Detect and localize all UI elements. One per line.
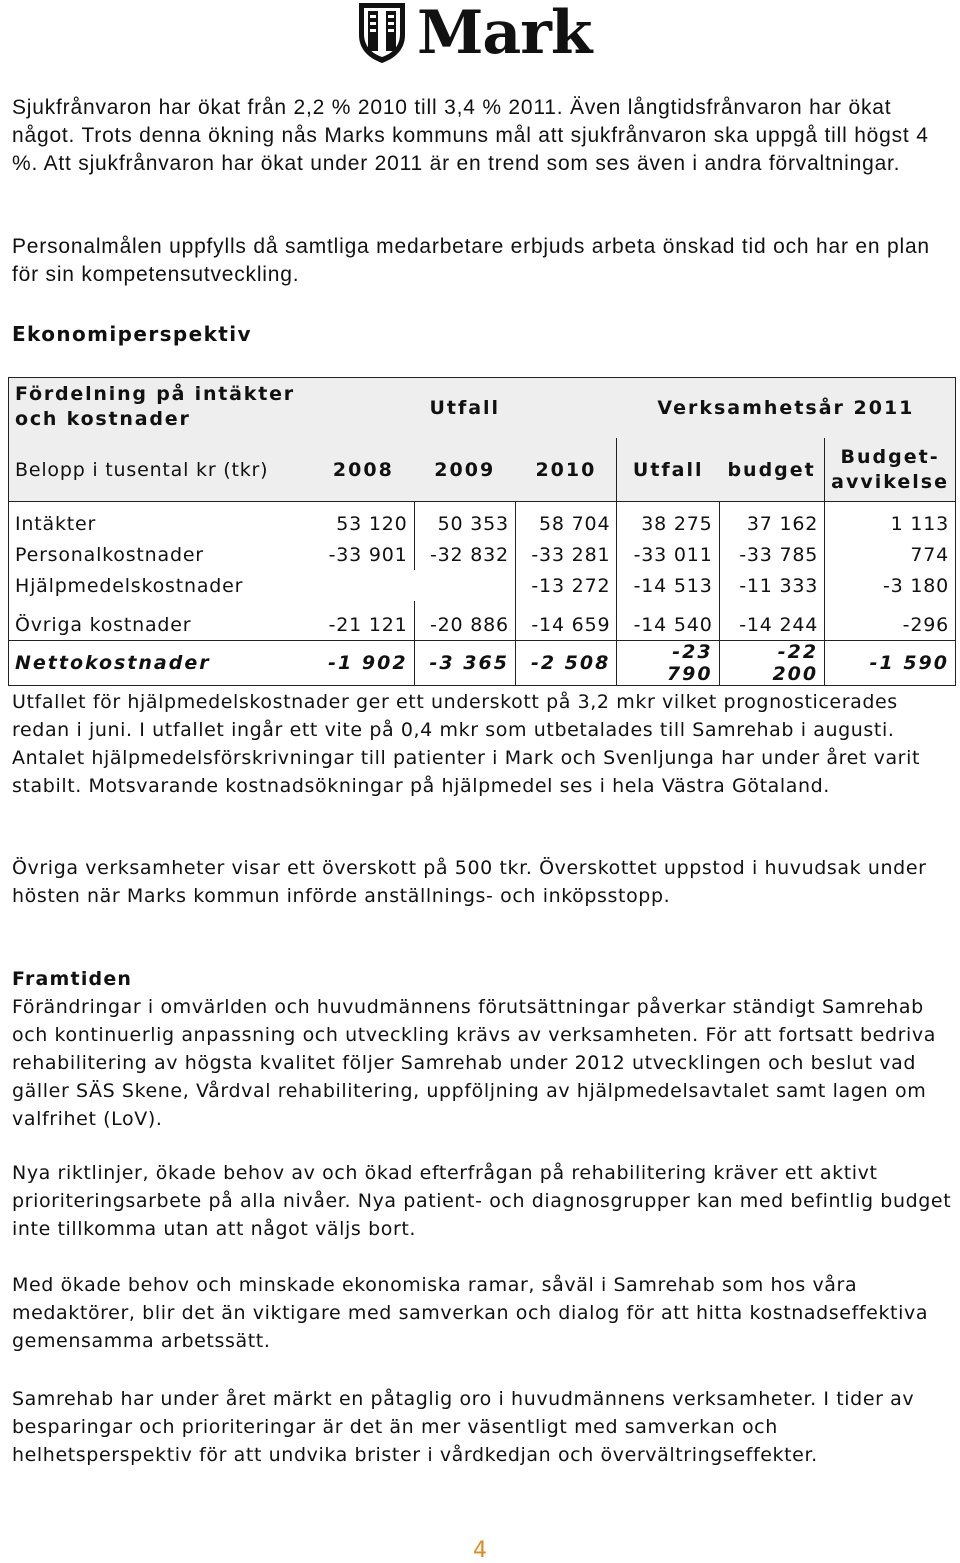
table-caption-line2: och kostnader — [15, 408, 191, 430]
table-row — [9, 539, 956, 570]
section-heading-future: Framtiden — [12, 968, 133, 990]
cell-value: -33 901 — [328, 543, 408, 566]
cell-value — [313, 570, 414, 601]
row-label: Övriga kostnader — [9, 601, 313, 641]
cell-value: -14 513 — [617, 570, 719, 601]
table-caption-line1: Fördelning på intäkter — [15, 383, 295, 405]
row-label: Hjälpmedelskostnader — [9, 570, 313, 601]
column-header-2010: 2010 — [515, 438, 616, 502]
total-value: -3 365 — [414, 641, 515, 686]
cell-value: 38 275 — [617, 502, 719, 540]
total-value: -2 508 — [515, 641, 616, 686]
total-label: Nettokostnader — [9, 641, 313, 686]
total-value: -1 902 — [313, 641, 414, 686]
page-number: 4 — [473, 1538, 487, 1563]
paragraph-other-operations: Övriga verksamheter visar ett överskott på 500 tkr. Överskottet uppstod i huvudsak under hösten när Marks kommun införde anställnings- och inköpsstopp. — [12, 857, 927, 907]
cell-value: -11 333 — [719, 570, 825, 601]
total-value: -22 200 — [719, 641, 825, 686]
section-future — [12, 965, 952, 1133]
table-caption — [9, 378, 313, 439]
row-label: Intäkter — [9, 502, 313, 540]
column-header-budget-deviation: Budget- avvikelse — [825, 438, 956, 502]
cell-value: -14 244 — [719, 601, 825, 641]
financial-table — [8, 377, 956, 686]
paragraph-future-changes: Förändringar i omvärlden och huvudmännens förutsättningar påverkar ständigt Samrehab och kontinuerlig anpassning och utveckling krävs av verksamheten. För att fortsatt bedriva rehabilitering av högsta kvalitet följer Samrehab under 2012 utvecklingen och beslut vad gäller SÄS Skene, Vårdval rehabilitering, uppföljning av hjälpmedelsavtalet samt lagen om valfrihet (LoV). — [12, 996, 937, 1130]
table-row — [9, 570, 956, 601]
total-value: -1 590 — [825, 641, 956, 686]
paragraph-sick-leave: Sjukfrånvaron har ökat från 2,2 % 2010 till 3,4 % 2011. Även långtidsfrånvaron har ökat något. Trots denna ökning nås Marks kommuns mål att sjukfrånvaron ska uppgå till högst 4 %. Att sjukfrånvaron har ökat under 2011 är en trend som ses även i andra förvaltningar. — [12, 96, 929, 175]
column-header-budget: budget — [719, 438, 825, 502]
table-row — [9, 502, 956, 540]
column-header-2009: 2009 — [414, 438, 515, 502]
paragraph-aid-costs: Utfallet för hjälpmedelskostnader ger ett underskott på 3,2 mkr vilket prognosticerades redan i juni. I utfallet ingår ett vite på 0,4 mkr som utbetalades till Samrehab i augusti. Antalet hjälpmedelsförskrivningar till patienter i Mark och Svenljunga har under året varit stabilt. Motsvarande kostnadsökningar på hjälpmedel ses i hela Västra Götaland. — [12, 691, 921, 797]
paragraph-collaboration: Med ökade behov och minskade ekonomiska ramar, såväl i Samrehab som hos våra medaktörer, blir det än viktigare med samverkan och dialog för att hitta kostnadseffektiva gemensamma arbetssätt. — [12, 1274, 929, 1352]
cell-value: -33 785 — [719, 539, 825, 570]
cell-value: 1 113 — [825, 502, 956, 540]
cell-value: -21 121 — [328, 613, 408, 636]
paragraph-personnel-goals: Personalmålen uppfylls då samtliga medarbetare erbjuds arbeta önskad tid och har en plan för sin kompetensutveckling. — [12, 235, 930, 286]
group-header-verksamhetsar: Verksamhetsår 2011 — [617, 378, 956, 439]
paragraph-concern: Samrehab har under året märkt en påtaglig oro i huvudmännens verksamheter. I tider av besparingar och prioriteringar är det än mer väsentligt med samverkan och helhetsperspektiv för att undvika brister i vårdkedjan och övervältringseffekter. — [12, 1388, 915, 1466]
section-heading-economy: Ekonomiperspektiv — [12, 322, 252, 346]
cell-value: 50 353 — [414, 502, 515, 540]
cell-value: -13 272 — [515, 570, 616, 601]
logo-wordmark: Mark — [417, 0, 592, 68]
paragraph-guidelines: Nya riktlinjer, ökade behov av och ökad efterfrågan på rehabilitering kräver ett aktivt prioriteringsarbete på alla nivåer. Nya patient- och diagnosgrupper kan med befintlig budget inte tillkomma utan att något väljs bort. — [12, 1162, 952, 1240]
cell-value: -33 281 — [515, 539, 616, 570]
cell-value: -296 — [825, 601, 956, 641]
table-total-row — [9, 641, 956, 686]
cell-value: -3 180 — [825, 570, 956, 601]
cell-value: -14 659 — [515, 601, 616, 641]
column-label-amount: Belopp i tusental kr (tkr) — [9, 438, 313, 502]
cell-value: 37 162 — [719, 502, 825, 540]
cell-value: -32 832 — [414, 539, 515, 570]
table-row — [9, 601, 956, 641]
column-header-2008: 2008 — [313, 438, 414, 502]
row-label: Personalkostnader — [9, 539, 313, 570]
group-header-utfall: Utfall — [313, 378, 617, 439]
cell-value — [414, 570, 515, 601]
cell-value: 58 704 — [515, 502, 616, 540]
cell-value: -33 011 — [617, 539, 719, 570]
cell-value: 774 — [825, 539, 956, 570]
cell-value: -20 886 — [414, 601, 515, 641]
cell-value: 53 120 — [336, 512, 408, 535]
column-header-utfall: Utfall — [617, 438, 719, 502]
mark-logo — [357, 0, 607, 66]
mark-coat-of-arms-icon — [357, 1, 407, 65]
total-value: -23 790 — [617, 641, 719, 686]
cell-value: -14 540 — [617, 601, 719, 641]
